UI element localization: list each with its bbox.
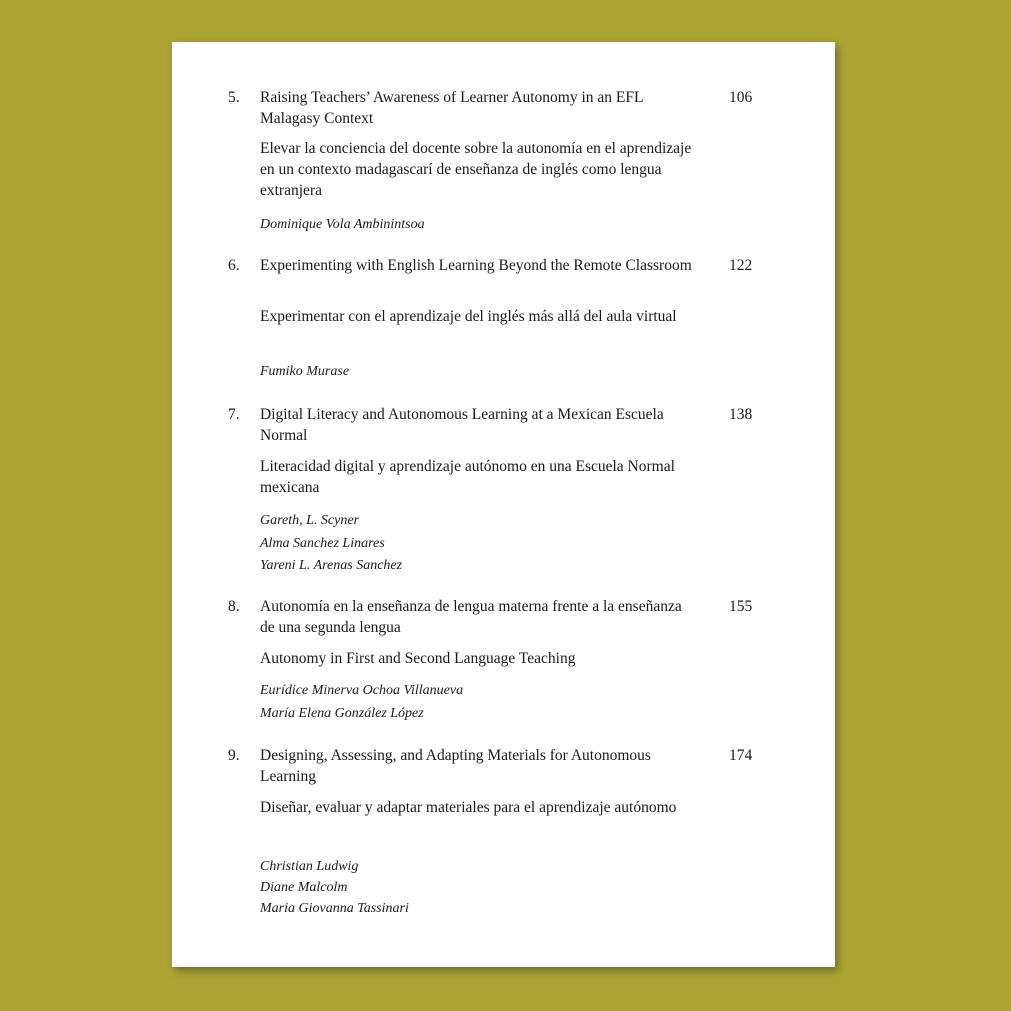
entry-title: Autonomía en la enseñanza de lengua materna frente a la enseñanza de una segunda lengua	[260, 598, 682, 636]
author-name: Gareth, L. Scyner	[260, 513, 360, 528]
entry-number: 6.	[228, 257, 240, 274]
entry-subtitle: Autonomy in First and Second Language Teaching	[260, 650, 576, 667]
author-name: Fumiko Murase	[260, 364, 350, 379]
entry-authors	[260, 510, 700, 578]
entry-number: 5.	[228, 89, 240, 106]
entry-authors	[260, 680, 700, 725]
entry-page-number: 155	[729, 598, 753, 615]
entry-subtitle: Literacidad digital y aprendizaje autónomo en una Escuela Normal mexicana	[260, 458, 675, 496]
author-name: Diane Malcolm	[260, 880, 348, 895]
author-name: Maria Giovanna Tassinari	[260, 901, 409, 916]
entry-page-number: 138	[729, 406, 753, 423]
entry-authors	[260, 214, 700, 237]
document-page	[172, 42, 835, 967]
author-name: Eurídice Minerva Ochoa Villanueva	[260, 683, 464, 698]
entry-number: 9.	[228, 747, 240, 764]
author-name: Dominique Vola Ambinintsoa	[260, 217, 425, 232]
entry-title: Experimenting with English Learning Beyond the Remote Classroom	[260, 257, 692, 274]
entry-subtitle: Elevar la conciencia del docente sobre la autonomía en el aprendizaje en un contexto madagascarí de enseñanza de inglés como lengua extranjera	[260, 140, 692, 199]
author-name: Christian Ludwig	[260, 859, 359, 874]
entry-subtitle: Diseñar, evaluar y adaptar materiales para el aprendizaje autónomo	[260, 799, 677, 816]
entry-page-number: 174	[729, 747, 753, 764]
entry-title: Designing, Assessing, and Adapting Materials for Autonomous Learning	[260, 747, 651, 785]
entry-title: Digital Literacy and Autonomous Learning at a Mexican Escuela Normal	[260, 406, 664, 444]
entry-authors	[260, 361, 700, 384]
entry-subtitle: Experimentar con el aprendizaje del inglés más allá del aula virtual	[260, 308, 677, 325]
author-name: Alma Sanchez Linares	[260, 535, 385, 551]
entry-authors	[260, 856, 700, 919]
entry-number: 8.	[228, 598, 240, 615]
entry-page-number: 106	[729, 89, 753, 106]
entry-number: 7.	[228, 406, 240, 423]
author-name: Yareni L. Arenas Sanchez	[260, 558, 403, 573]
author-name: María Elena González López	[260, 705, 424, 721]
entry-page-number: 122	[729, 257, 753, 274]
entry-title: Raising Teachers’ Awareness of Learner Autonomy in an EFL Malagasy Context	[260, 89, 643, 127]
